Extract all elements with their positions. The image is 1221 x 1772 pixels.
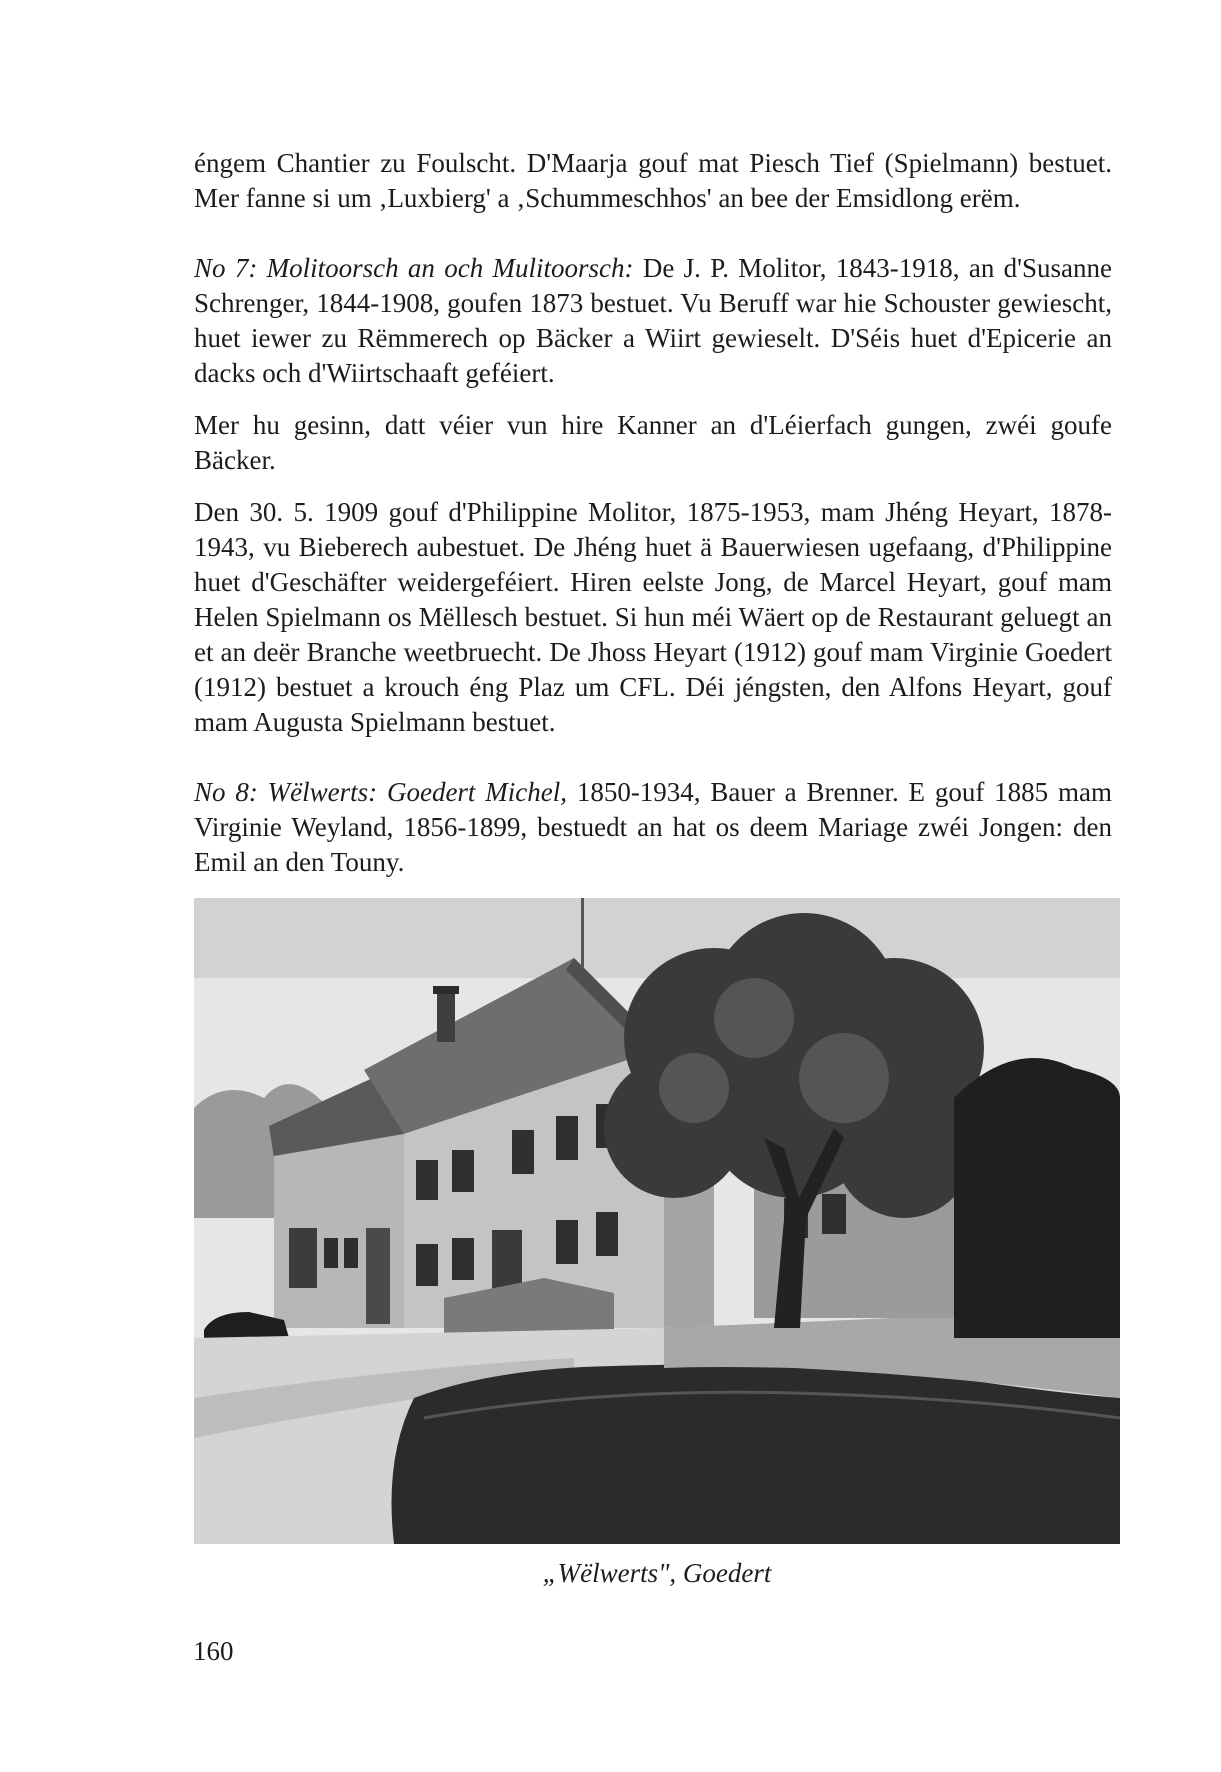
paragraph-5-text: 1850-1934, Bauer a Brenner. E gouf 1885 mam Virginie Weyland, 1856-1899, bestuedt an hat os deem Mariage zwéi Jongen: den Emil an den Touny. [194,777,1112,877]
section-heading-no8: No 8: Wëlwerts: Goedert Michel, [194,777,567,807]
paragraph-1: éngem Chantier zu Foulscht. D'Maarja gouf mat Piesch Tief (Spielmann) bestuet. Mer fanne si um ‚Luxbierg' a ‚Schummeschhos' an bee der Emsidlong erëm. [194,148,1112,213]
page-number: 160 [193,1636,234,1666]
farmhouse-photo [194,898,1120,1544]
body-text [194,146,1112,897]
paragraph-5 [194,775,1112,880]
section-heading-no7: No 7: Molitoorsch an och Mulitoorsch: [194,253,634,283]
paragraph-3: Mer hu gesinn, datt véier vun hire Kanner an d'Léierfach gungen, zwéi goufe Bäcker. [194,410,1112,475]
farmhouse-photo-drawing [194,898,1120,1544]
paragraph-2-text: De J. P. Molitor, 1843-1918, an d'Susanne Schrenger, 1844-1908, goufen 1873 bestuet. Vu Beruff war hie Schouster gewiescht, huet iewer zu Rëmmerech op Bäcker a Wiirt gewieselt. D'Séis huet d'Epicerie an dacks och d'Wiirtschaaft geféiert. [194,253,1112,388]
photo-caption: „Wëlwerts", Goedert [542,1558,772,1588]
paragraph-4: Den 30. 5. 1909 gouf d'Philippine Molitor, 1875-1953, mam Jhéng Heyart, 1878-1943, vu Bieberech aubestuet. De Jhéng huet ä Bauerwiesen ugefaang, d'Philippine huet d'Geschäfter weidergeféiert. Hiren eelste Jong, de Marcel Heyart, gouf mam Helen Spielmann os Mëllesch bestuet. Si hun méi Wäert op de Restaurant geluegt an et an deër Branche weetbruecht. De Jhoss Heyart (1912) gouf mam Virginie Goedert (1912) bestuet a krouch éng Plaz um CFL. Déi jéngsten, den Alfons Heyart, gouf mam Augusta Spielmann bestuet. [194,497,1112,737]
paragraph-2 [194,251,1112,391]
